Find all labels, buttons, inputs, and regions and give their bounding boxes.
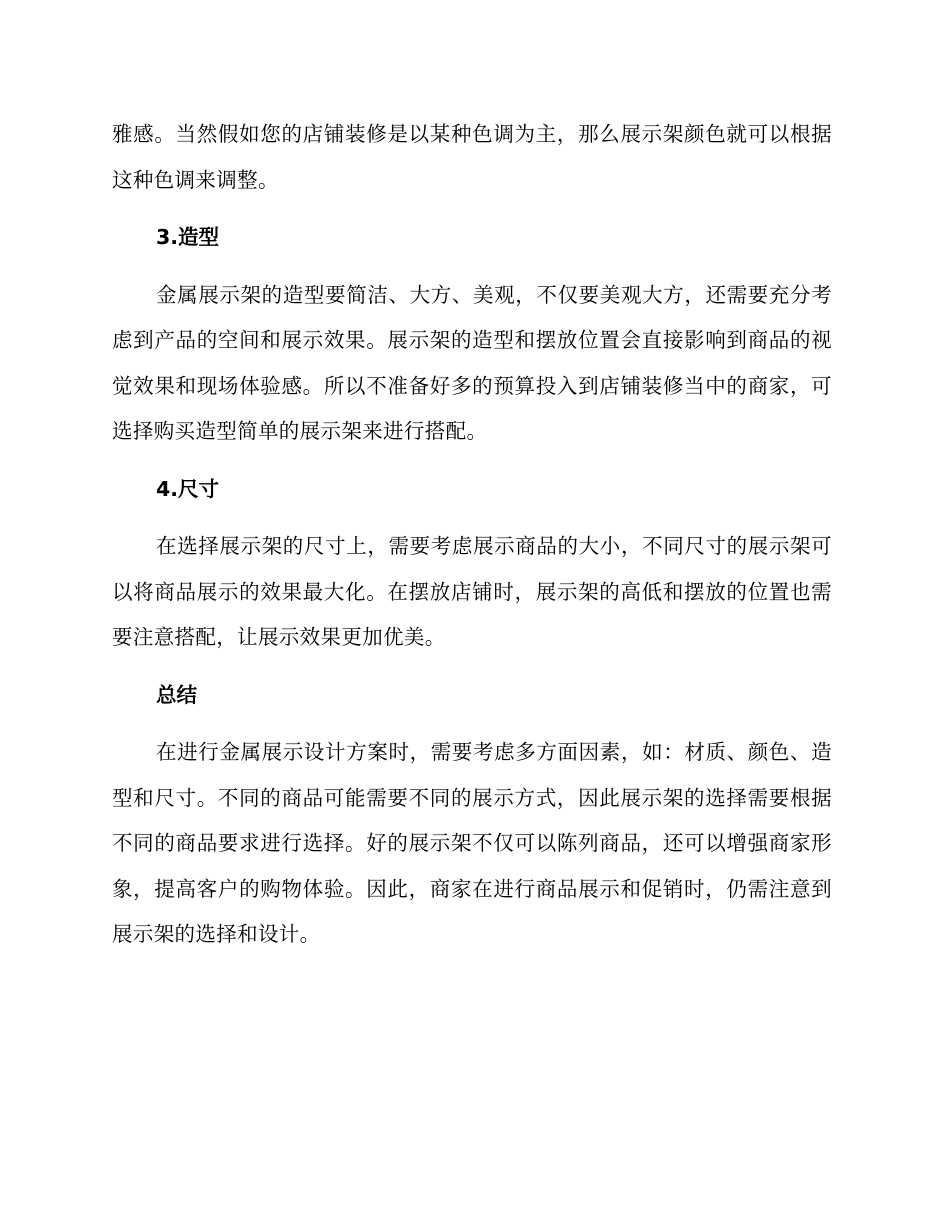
section-body-shape: 金属展示架的造型要简洁、大方、美观，不仅要美观大方，还需要充分考虑到产品的空间和展示效果。展示架的造型和摆放位置会直接影响到商品的视觉效果和现场体验感。所以不准备好多的预算投入到店铺装修当中的商家，可选择购买造型简单的展示架来进行搭配。 — [112, 282, 832, 443]
section-body-summary: 在进行金属展示设计方案时，需要考虑多方面因素，如：材质、颜色、造型和尺寸。不同的商品可能需要不同的展示方式，因此展示架的选择需要根据不同的商品要求进行选择。好的展示架不仅可以陈列商品，还可以增强商家形象，提高客户的购物体验。因此，商家在进行商品展示和促销时，仍需注意到展示架的选择和设计。 — [112, 740, 832, 946]
section-heading-summary: 总结 — [156, 682, 197, 707]
document-page — [112, 112, 832, 958]
section-body-size: 在选择展示架的尺寸上，需要考虑展示商品的大小，不同尺寸的展示架可以将商品展示的效果最大化。在摆放店铺时，展示架的高低和摆放的位置也需要注意搭配，让展示效果更加优美。 — [112, 534, 832, 649]
intro-paragraph: 雅感。当然假如您的店铺装修是以某种色调为主，那么展示架颜色就可以根据这种色调来调整。 — [112, 122, 832, 192]
section-heading-shape: 3.造型 — [156, 225, 220, 249]
section-heading-size: 4.尺寸 — [156, 476, 220, 501]
